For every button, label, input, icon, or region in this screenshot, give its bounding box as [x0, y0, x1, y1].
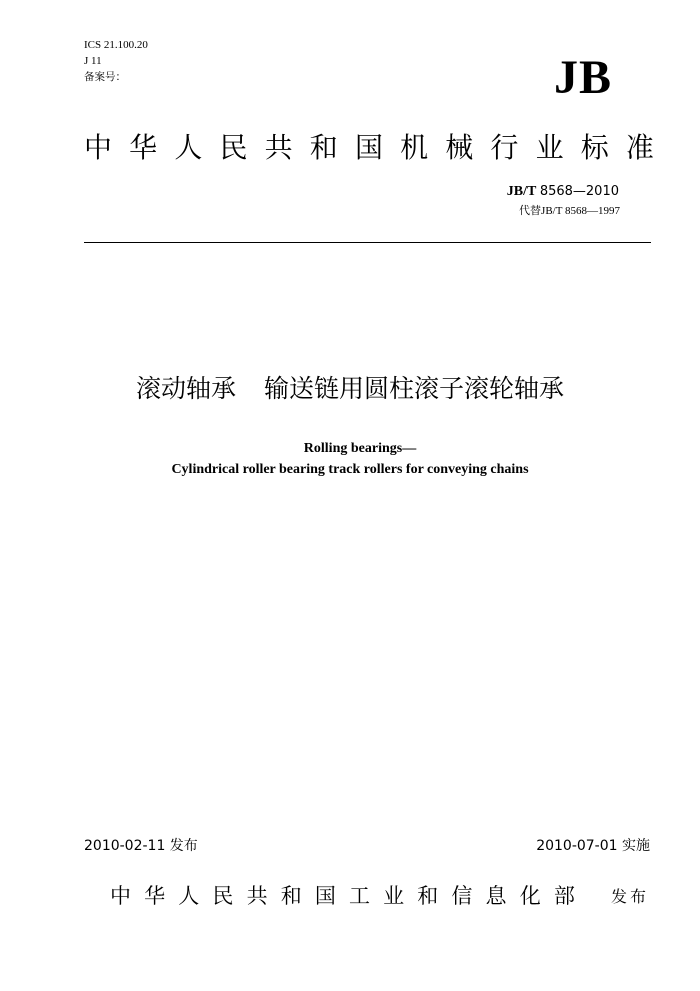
issue-date: 2010-02-11 发布 [84, 838, 198, 854]
title-char: 准 [625, 131, 654, 164]
issuer-char: 息 [485, 884, 507, 908]
document-title-en [0, 438, 700, 480]
title-char: 中 [84, 131, 113, 164]
issuer-char: 化 [519, 884, 541, 908]
jb-logo: JB [553, 51, 612, 104]
title-cn-part1: 滚动轴承 [135, 374, 236, 403]
issuer-char: 共 [246, 884, 268, 908]
standard-code-number: 8568—2010 [539, 184, 619, 199]
title-en-line1: Rolling bearings— [303, 441, 417, 456]
title-char: 共 [264, 131, 293, 164]
ics-code: ICS 21.100.20 [84, 39, 148, 51]
title-char: 民 [219, 131, 248, 164]
issuer-char: 民 [212, 884, 234, 908]
issuer-char: 华 [144, 884, 166, 908]
issuer-char: 国 [314, 884, 336, 908]
standard-category-title [84, 131, 654, 165]
title-char: 国 [354, 131, 383, 164]
issuer-char: 信 [451, 884, 473, 908]
issuer-char: 部 [553, 884, 575, 908]
title-cn-part2: 输送链用圆柱滚子滚轮轴承 [264, 374, 565, 403]
issuer-char: 人 [178, 884, 200, 908]
title-char: 标 [580, 131, 609, 164]
title-char: 人 [174, 131, 203, 164]
classification-code: J 11 [84, 55, 102, 67]
issuer-name [110, 883, 575, 909]
issuer-char: 中 [110, 884, 131, 908]
title-char: 械 [445, 131, 474, 164]
standard-code-prefix: JB/T [506, 184, 537, 199]
issuer-char: 和 [417, 884, 439, 908]
title-char: 机 [400, 131, 429, 164]
effective-date: 2010-07-01 实施 [536, 838, 650, 854]
header-divider [84, 242, 651, 243]
title-char: 和 [309, 131, 338, 164]
title-char: 行 [490, 131, 519, 164]
standard-code [507, 183, 619, 201]
title-char: 业 [535, 131, 564, 164]
title-en-line2: Cylindrical roller bearing track rollers for conveying chains [171, 462, 529, 477]
replaces-standard: 代替JB/T 8568—1997 [519, 205, 620, 217]
publish-label: 发布 [611, 887, 650, 906]
issuer-char: 工 [348, 884, 370, 908]
document-title-cn [0, 373, 700, 405]
issuer-char: 和 [280, 884, 302, 908]
issuer-char: 业 [383, 884, 405, 908]
record-number-label: 备案号： [84, 71, 126, 83]
title-char: 华 [129, 131, 158, 164]
